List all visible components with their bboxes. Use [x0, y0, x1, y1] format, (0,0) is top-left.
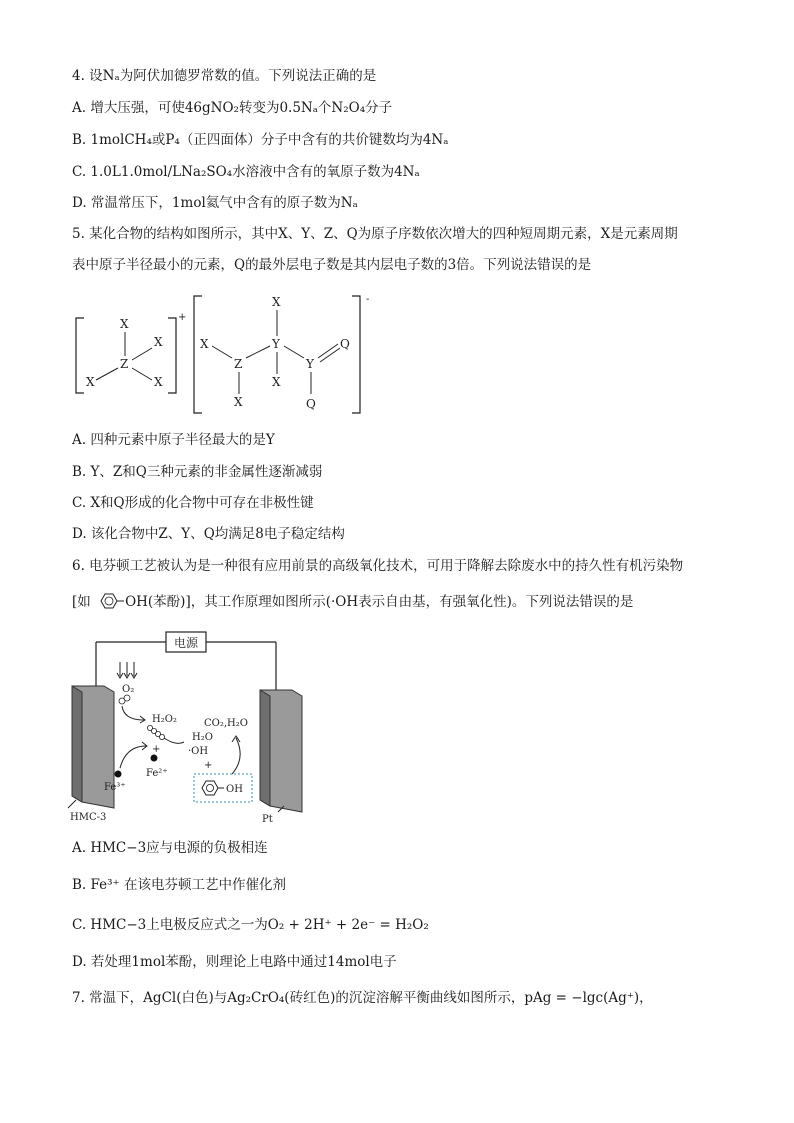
bond	[284, 346, 304, 358]
bond	[212, 346, 232, 358]
benzene-ring-icon	[95, 592, 125, 610]
q5-structure-figure	[70, 288, 390, 418]
bond	[132, 368, 152, 380]
left-electrode-label: HMC-3	[70, 812, 107, 823]
fe2-label: Fe²⁺	[146, 768, 168, 779]
right-electrode-label: Pt	[262, 814, 273, 825]
fe2-ion-icon	[151, 755, 158, 762]
benzene-ring-icon	[202, 781, 218, 795]
q5-option-c: C. X和Q形成的化合物中可存在非极性键	[72, 495, 314, 511]
q4-option-b: B. 1molCH₄或P₄（正四面体）分子中含有的共价键数均为4Nₐ	[72, 132, 449, 148]
q6-option-c: C. HMC−3上电极反应式之一为O₂ + 2H⁺ + 2e⁻ = H₂O₂	[72, 917, 429, 933]
anion-x-under-y: X	[272, 375, 281, 389]
q6-stem-prefix: [如	[72, 594, 91, 610]
o2-label: O₂	[122, 684, 135, 695]
q4-option-c: C. 1.0L1.0mol/LNa₂SO₄水溶液中含有的氧原子数为4Nₐ	[72, 164, 420, 180]
power-supply-label: 电源	[174, 636, 199, 650]
cation-x-right: X	[154, 335, 163, 349]
co2-h2o-label: CO₂,H₂O	[204, 718, 248, 729]
cation-z: Z	[120, 357, 129, 371]
hmc3-electrode-side	[72, 686, 82, 802]
cation-x-left: X	[86, 375, 95, 389]
q4-stem: 4. 设Nₐ为阿伏加德罗常数的值。下列说法正确的是	[72, 68, 377, 84]
q5-stem-line1: 5. 某化合物的结构如图所示，其中X、Y、Z、Q为原子序数依次增大的四种短周期元素，X是元素周期	[72, 226, 678, 242]
plus-sign-2: +	[204, 760, 213, 771]
fe3-label: Fe³⁺	[104, 782, 126, 793]
q6-option-d: D. 若处理1mol苯酚，则理论上电路中通过14mol电子	[72, 954, 397, 970]
curved-arrow-icon	[232, 738, 240, 774]
cation-x-bottom-right: X	[154, 375, 163, 389]
oh-radical-label: ·OH	[188, 746, 209, 757]
cation-x-top: X	[120, 317, 129, 331]
anion-right-bracket	[352, 296, 360, 413]
anion-left-bracket	[194, 296, 202, 413]
q6-stem-line2	[72, 592, 633, 612]
q7-stem: 7. 常温下，AgCl(白色)与Ag₂CrO₄(砖红色)的沉淀溶解平衡曲线如图所示，pAg = −lgc(Ag⁺)，	[72, 990, 653, 1006]
plus-sign: +	[152, 744, 161, 755]
arrow-icon	[164, 738, 184, 743]
q5-option-d: D. 该化合物中Z、Y、Q均满足8电子稳定结构	[72, 526, 345, 542]
q4-option-a: A. 增大压强，可使46gNO₂转变为0.5Nₐ个N₂O₄分子	[72, 100, 393, 116]
bond	[246, 346, 270, 358]
anion-charge: -	[366, 294, 370, 305]
bond	[96, 368, 118, 380]
anion-q-bottom: Q	[306, 397, 316, 411]
curved-arrow-icon	[122, 706, 144, 720]
pt-electrode-side	[260, 690, 270, 806]
q6-stem-line1: 6. 电芬顿工艺被认为是一种很有应用前景的高级氧化技术，可用于降解去除废水中的持久性有机污染物	[72, 558, 684, 574]
anion-x-left: X	[200, 337, 209, 351]
anion-y-center: Y	[272, 337, 280, 351]
phenol-oh-label: OH	[226, 784, 243, 795]
q4-option-d: D. 常温常压下，1mol氦气中含有的原子数为Nₐ	[72, 195, 358, 211]
cation-charge: +	[178, 312, 187, 323]
anion-x-bottom: X	[234, 395, 243, 409]
q6-stem-suffix: OH(苯酚)]，其工作原理如图所示(·OH表示自由基，有强氧化性)。下列说法错误的是	[125, 594, 634, 610]
q6-option-b: B. Fe³⁺ 在该电芬顿工艺中作催化剂	[72, 877, 286, 893]
bond	[132, 348, 152, 360]
cation-right-bracket	[168, 318, 176, 393]
q6-electro-fenton-figure	[64, 628, 314, 826]
cation-left-bracket	[76, 318, 84, 393]
anion-x-top: X	[272, 295, 281, 309]
q6-option-a: A. HMC−3应与电源的负极相连	[72, 840, 268, 856]
fe3-ion-icon	[115, 771, 122, 778]
anion-y-right: Y	[306, 357, 314, 371]
anion-z: Z	[234, 357, 243, 371]
q5-option-a: A. 四种元素中原子半径最大的是Y	[72, 432, 275, 448]
anion-q-top: Q	[340, 337, 350, 351]
q5-stem-line2: 表中原子半径最小的元素，Q的最外层电子数是其内层电子数的3倍。下列说法错误的是	[72, 257, 592, 273]
q5-option-b: B. Y、Z和Q三种元素的非金属性逐渐减弱	[72, 464, 323, 480]
h2o-label: H₂O	[192, 732, 213, 743]
h2o2-label: H₂O₂	[152, 714, 177, 725]
